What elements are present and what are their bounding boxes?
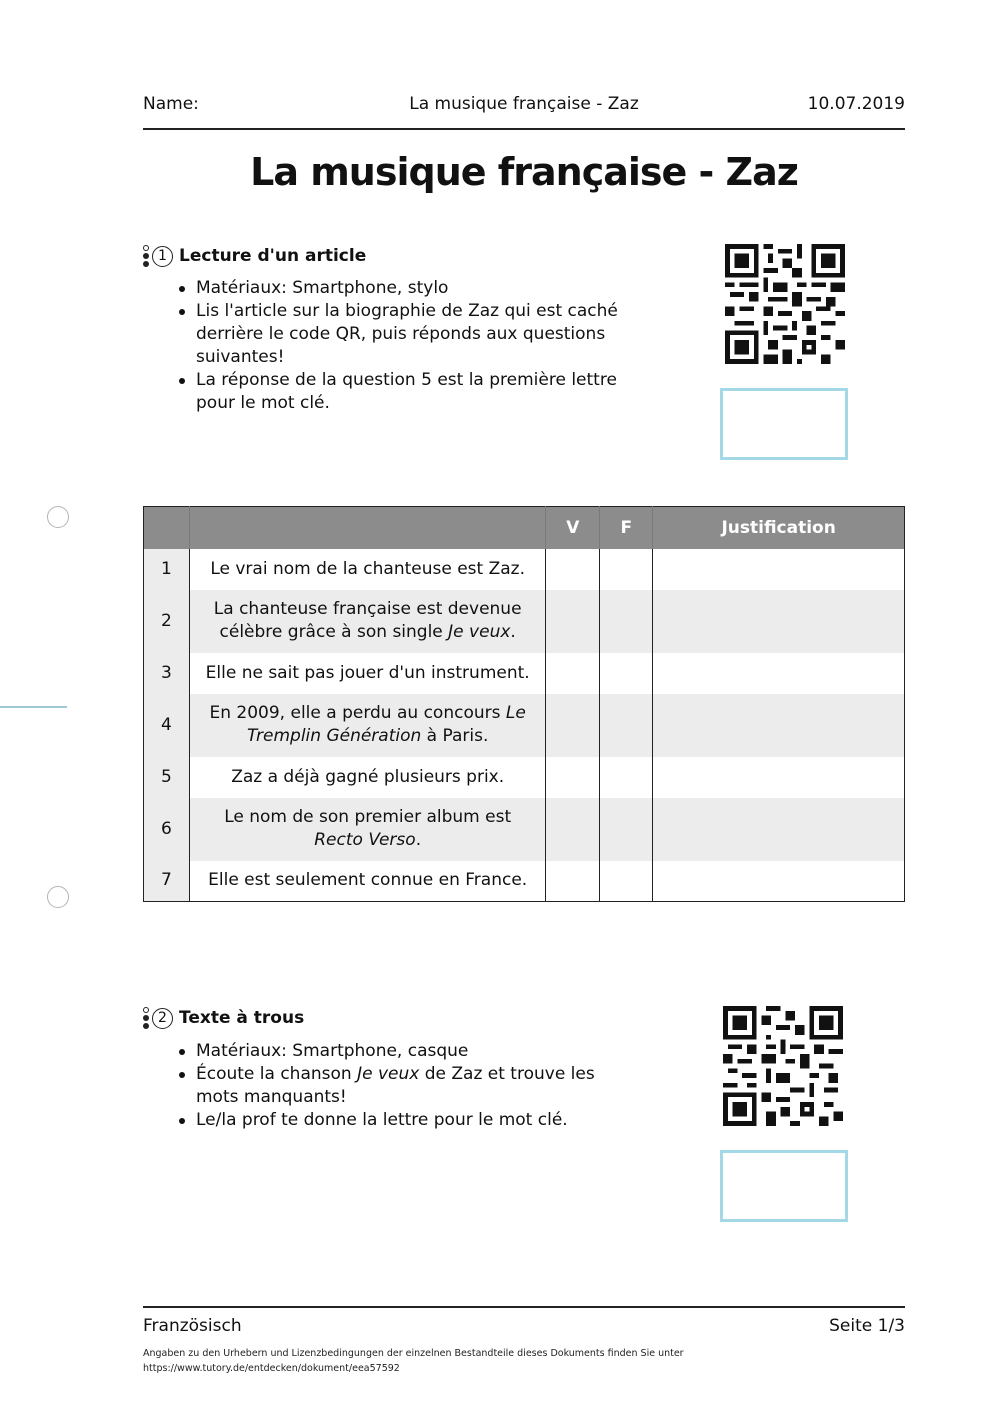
justification-cell[interactable] bbox=[653, 590, 905, 653]
footer-page-number: Seite 1/3 bbox=[829, 1316, 905, 1336]
attribution-text: Angaben zu den Urhebern und Lizenzbedingungen der einzelnen Bestandteile dieses Dokuments finden Sie unter bbox=[143, 1348, 684, 1359]
page-footer bbox=[143, 1306, 905, 1374]
list-item: La réponse de la question 5 est la première lettre pour le mot clé. bbox=[176, 369, 656, 415]
column-header-faux: F bbox=[600, 507, 653, 549]
faux-checkbox-cell[interactable] bbox=[600, 653, 653, 694]
justification-cell[interactable] bbox=[653, 653, 905, 694]
faux-checkbox-cell[interactable] bbox=[600, 757, 653, 798]
qr-code-icon[interactable] bbox=[722, 1006, 844, 1126]
statement-cell: Elle ne sait pas jouer d'un instrument. bbox=[189, 653, 546, 694]
column-header-number bbox=[144, 507, 190, 549]
vrai-checkbox-cell[interactable] bbox=[546, 798, 600, 861]
row-number: 6 bbox=[144, 798, 190, 861]
vrai-checkbox-cell[interactable] bbox=[546, 694, 600, 757]
page-title: La musique française - Zaz bbox=[250, 150, 798, 194]
row-number: 2 bbox=[144, 590, 190, 653]
faux-checkbox-cell[interactable] bbox=[600, 798, 653, 861]
statement-cell: Le nom de son premier album est Recto Verso. bbox=[189, 798, 546, 861]
row-number: 7 bbox=[144, 861, 190, 902]
justification-cell[interactable] bbox=[653, 798, 905, 861]
statement-cell: La chanteuse française est devenue célèbre grâce à son single Je veux. bbox=[189, 590, 546, 653]
justification-cell[interactable] bbox=[653, 861, 905, 902]
row-number: 4 bbox=[144, 694, 190, 757]
table-row bbox=[144, 590, 905, 653]
footer-subject: Französisch bbox=[143, 1316, 242, 1336]
table-header-row bbox=[144, 507, 905, 549]
row-number: 5 bbox=[144, 757, 190, 798]
table-row bbox=[144, 694, 905, 757]
difficulty-dots-icon bbox=[143, 1007, 150, 1029]
row-number: 3 bbox=[144, 653, 190, 694]
task-2-heading bbox=[143, 1007, 304, 1029]
list-item: Matériaux: Smartphone, stylo bbox=[176, 277, 656, 300]
difficulty-dots-icon bbox=[143, 245, 150, 267]
column-header-justification: Justification bbox=[653, 507, 905, 549]
task-2-instructions bbox=[176, 1040, 596, 1132]
table-row bbox=[144, 549, 905, 590]
fold-mark bbox=[0, 706, 67, 708]
keyword-letter-box[interactable] bbox=[720, 1150, 848, 1222]
keyword-letter-box[interactable] bbox=[720, 388, 848, 460]
list-item: Lis l'article sur la biographie de Zaz qui est caché derrière le code QR, puis réponds aux questions suivantes! bbox=[176, 300, 656, 369]
true-false-table bbox=[143, 506, 905, 902]
list-item: Matériaux: Smartphone, casque bbox=[176, 1040, 596, 1063]
row-number: 1 bbox=[144, 549, 190, 590]
column-header-statement bbox=[189, 507, 546, 549]
faux-checkbox-cell[interactable] bbox=[600, 694, 653, 757]
statement-cell: Zaz a déjà gagné plusieurs prix. bbox=[189, 757, 546, 798]
justification-cell[interactable] bbox=[653, 694, 905, 757]
statement-cell: Elle est seulement connue en France. bbox=[189, 861, 546, 902]
list-item: Le/la prof te donne la lettre pour le mot clé. bbox=[176, 1109, 596, 1132]
vrai-checkbox-cell[interactable] bbox=[546, 590, 600, 653]
table-row bbox=[144, 653, 905, 694]
column-header-vrai: V bbox=[546, 507, 600, 549]
vrai-checkbox-cell[interactable] bbox=[546, 653, 600, 694]
footer-attribution bbox=[143, 1346, 743, 1376]
attribution-link[interactable]: https://www.tutory.de/entdecken/dokument/eea57592 bbox=[143, 1363, 400, 1374]
statement-cell: En 2009, elle a perdu au concours Le Tremplin Génération à Paris. bbox=[189, 694, 546, 757]
task-title: Texte à trous bbox=[179, 1008, 305, 1028]
justification-cell[interactable] bbox=[653, 757, 905, 798]
punch-hole-top bbox=[47, 506, 69, 528]
task-number-badge: 2 bbox=[152, 1008, 173, 1029]
vrai-checkbox-cell[interactable] bbox=[546, 549, 600, 590]
header-title: La musique française - Zaz bbox=[409, 94, 639, 114]
punch-hole-bottom bbox=[47, 886, 69, 908]
faux-checkbox-cell[interactable] bbox=[600, 861, 653, 902]
justification-cell[interactable] bbox=[653, 549, 905, 590]
task-1-instructions bbox=[176, 277, 656, 415]
task-title: Lecture d'un article bbox=[179, 246, 367, 266]
header-date: 10.07.2019 bbox=[807, 94, 905, 114]
vrai-checkbox-cell[interactable] bbox=[546, 861, 600, 902]
table-row bbox=[144, 757, 905, 798]
faux-checkbox-cell[interactable] bbox=[600, 549, 653, 590]
page-header bbox=[143, 94, 905, 130]
list-item: Écoute la chanson Je veux de Zaz et trouve les mots manquants! bbox=[176, 1063, 596, 1109]
table-row bbox=[144, 798, 905, 861]
statement-cell: Le vrai nom de la chanteuse est Zaz. bbox=[189, 549, 546, 590]
task-1-heading bbox=[143, 245, 366, 267]
table-row bbox=[144, 861, 905, 902]
vrai-checkbox-cell[interactable] bbox=[546, 757, 600, 798]
task-number-badge: 1 bbox=[152, 246, 173, 267]
faux-checkbox-cell[interactable] bbox=[600, 590, 653, 653]
header-name-label: Name: bbox=[143, 94, 199, 114]
qr-code-icon[interactable] bbox=[722, 244, 848, 364]
